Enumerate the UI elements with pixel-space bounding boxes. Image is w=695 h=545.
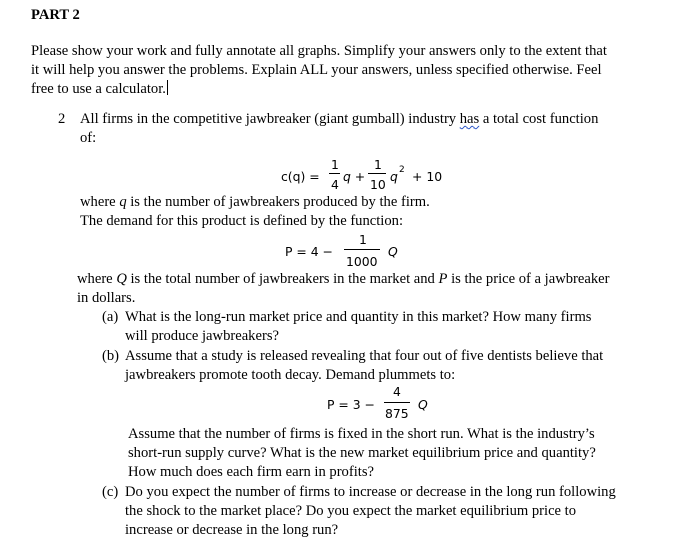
where-Q-mid: is the total number of jawbreakers in the market and bbox=[126, 271, 439, 287]
where-Q-pre: where bbox=[77, 271, 117, 287]
part-a-line-2: will produce jawbreakers? bbox=[125, 328, 279, 344]
where-q-post: is the number of jawbreakers produced by the firm. bbox=[126, 194, 430, 210]
where-Q-line bbox=[77, 270, 610, 289]
new-demand-denominator: 875 bbox=[385, 406, 409, 421]
where-q-var: q bbox=[119, 194, 127, 210]
intro-line-1: Please show your work and fully annotate all graphs. Simplify your answers only to the extent that bbox=[31, 43, 607, 59]
question-number: 2 bbox=[58, 111, 66, 127]
new-demand-bar bbox=[384, 402, 410, 403]
new-demand-var: Q bbox=[418, 397, 428, 412]
part-c-line-1: Do you expect the number of firms to increase or decrease in the long run following bbox=[125, 484, 616, 500]
where-Q-line-2: in dollars. bbox=[77, 290, 136, 306]
where-Q-var: Q bbox=[116, 271, 127, 287]
part-c-label: (c) bbox=[102, 484, 119, 500]
where-Q-var2: P bbox=[438, 271, 448, 287]
stem-pre: All firms in the competitive jawbreaker (giant gumball) industry bbox=[80, 111, 460, 127]
intro-line-3-text: free to use a calculator. bbox=[31, 81, 166, 97]
demand-fn-var: Q bbox=[388, 244, 398, 259]
part-c-line-3: increase or decrease in the long run? bbox=[125, 522, 339, 538]
intro-line-2: it will help you answer the problems. Explain ALL your answers, unless specified otherwise. Feel bbox=[31, 62, 602, 78]
part-b-after-line-2: short-run supply curve? What is the new market equilibrium price and quantity? bbox=[128, 445, 596, 461]
part-b-line-2: jawbreakers promote tooth decay. Demand plummets to: bbox=[125, 367, 456, 383]
text-cursor bbox=[167, 80, 168, 95]
demand-intro: The demand for this product is defined by the function: bbox=[80, 213, 404, 229]
question-stem-line-2: of: bbox=[80, 130, 97, 146]
part-b-line-1: Assume that a study is released revealing that four out of five dentists believe that bbox=[125, 348, 604, 364]
grammar-flagged-word[interactable]: has bbox=[459, 111, 480, 127]
where-q-line bbox=[80, 193, 430, 212]
cost-fn-lhs: c(q) = bbox=[281, 169, 320, 184]
cost-fn-term2-var: q bbox=[390, 169, 398, 184]
new-demand-lhs: P = 3 − bbox=[327, 397, 375, 412]
cost-fn-frac2-denominator: 10 bbox=[370, 177, 386, 192]
stem-post: a total cost function bbox=[479, 111, 599, 127]
where-q-pre: where bbox=[80, 194, 120, 210]
demand-fn-numerator: 1 bbox=[359, 232, 367, 247]
part-a-label: (a) bbox=[102, 309, 119, 325]
cost-fn-frac1-bar bbox=[329, 173, 340, 174]
cost-fn-term1: q + bbox=[343, 169, 366, 184]
cost-fn-constant: + 10 bbox=[412, 169, 443, 184]
part-a-line-1: What is the long-run market price and quantity in this market? How many firms bbox=[125, 309, 592, 325]
cost-fn-frac1-numerator: 1 bbox=[331, 157, 339, 172]
cost-fn-frac2-numerator: 1 bbox=[374, 157, 382, 172]
where-Q-post: is the price of a jawbreaker bbox=[447, 271, 610, 287]
part-c-line-2: the shock to the market place? Do you expect the market equilibrium price to bbox=[125, 503, 577, 519]
cost-fn-frac2-bar bbox=[368, 173, 386, 174]
new-demand-numerator: 4 bbox=[393, 384, 401, 399]
cost-fn-term2-exponent: 2 bbox=[399, 165, 405, 175]
part-b-after-line-1: Assume that the number of firms is fixed in the short run. What is the industry’s bbox=[128, 426, 595, 442]
demand-fn-denominator: 1000 bbox=[346, 254, 378, 269]
page-title: PART 2 bbox=[31, 7, 80, 23]
demand-fn-bar bbox=[344, 249, 380, 250]
part-b-label: (b) bbox=[102, 348, 120, 364]
intro-line-3 bbox=[31, 80, 168, 99]
cost-fn-frac1-denominator: 4 bbox=[331, 177, 339, 192]
part-b-after-line-3: How much does each firm earn in profits? bbox=[128, 464, 374, 480]
question-stem bbox=[80, 110, 598, 129]
demand-fn-lhs: P = 4 − bbox=[285, 244, 333, 259]
